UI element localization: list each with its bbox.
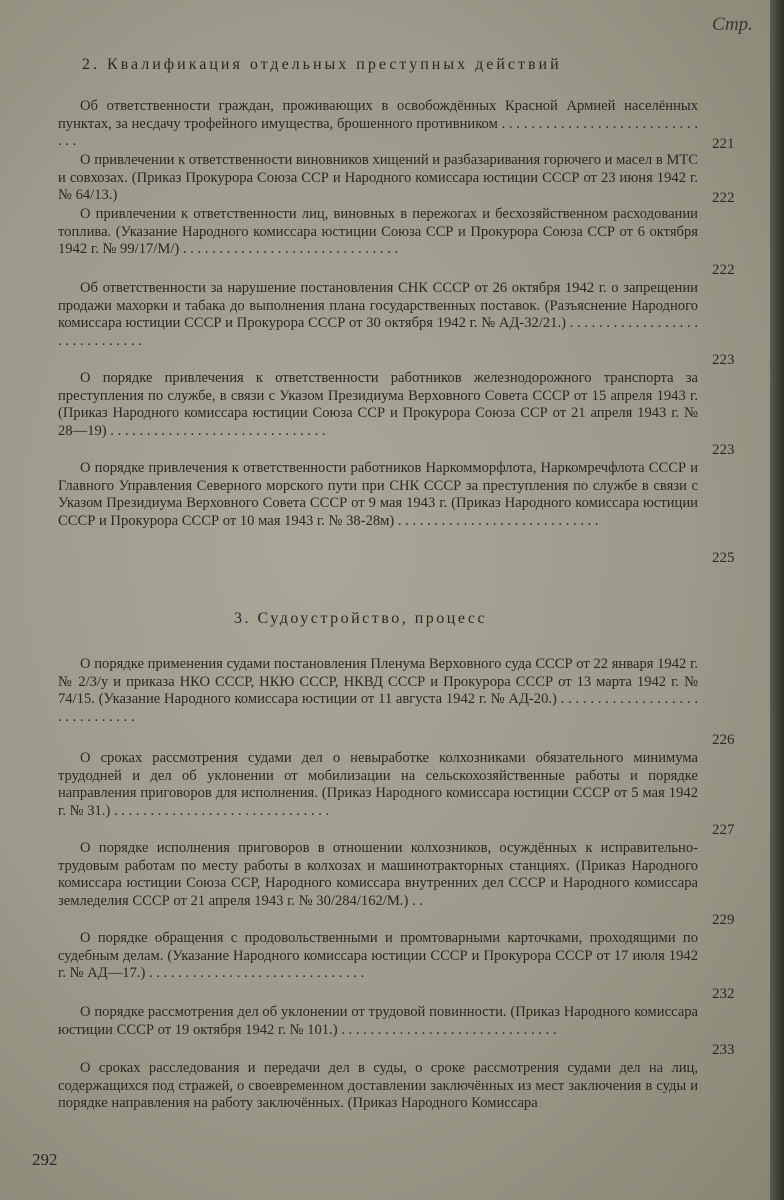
toc-entry: О порядке привлечения к ответственности работников Наркомморфлота, Наркомречфлота СССР и Главного Управления Северного морского пути при СНК СССР за преступления по службе в связи с Указом Президиума Верховного Совета СССР от 9 мая 1943 г. (Приказ Народного комиссара юстиции СССР и Прокурора СССР от 10 мая 1943 г. № 38-28м) . . . . . . . . . . . . . . . . . . . . . . . . . . . . [58, 460, 698, 529]
toc-entry: Об ответственности за нарушение постановления СНК СССР от 26 октября 1942 г. о запрещении продажи махорки и табака до выполнения плана государственных поставок. (Разъяснение Народного комиссара юстиции СССР и Прокурора СССР от 30 октября 1942 г. № АД-32/21.) . . . . . . . . . . . . . . . . . . . . . . . . . . . . . . [58, 280, 698, 349]
toc-entry: О привлечении к ответственности лиц, виновных в пережогах и бесхозяйственном расходовании топлива. (Указание Народного комиссара юстиции Союза ССР и Прокурора Союза ССР от 6 октября 1942 г. № 99/17/М/) . . . . . . . . . . . . . . . . . . . . . . . . . . . . . . [58, 206, 698, 258]
toc-entry: О порядке привлечения к ответственности работников железнодорожного транспорта за преступления по службе, в связи с Указом Президиума Верховного Совета СССР от 15 апреля 1943 г. (Приказ Народного комиссара юстиции Союза ССР и Прокурора Союза ССР от 21 апреля 1943 г. № 28—19) . . . . . . . . . . . . . . . . . . . . . . . . . . . . . . [58, 370, 698, 439]
toc-entry: Об ответственности граждан, проживающих в освобождённых Красной Армией населённых пунктах, за несдачу трофейного имущества, брошенного противником . . . . . . . . . . . . . . . . . . . . . . . . . . . . . . [58, 98, 698, 150]
toc-entry: О сроках расследования и передачи дел в суды, о сроке рассмотрения судами дел на лиц, содержащихся под стражей, о своевременном доставлении заключённых из мест заключения в суды и порядке направления на работу заключённых. (Приказ Народного Комиссара [58, 1060, 698, 1112]
page-number: 292 [32, 1150, 58, 1169]
toc-entry: О порядке применения судами постановления Пленума Верховного суда СССР от 22 января 1942 г. № 2/3/у и приказа НКО СССР, НКЮ СССР, НКВД СССР и Прокурора СССР от 13 марта 1942 г. № 74/15. (Указание Народного комиссара юстиции от 11 августа 1942 г. № АД-20.) . . . . . . . . . . . . . . . . . . . . . . . . . . . . . . [58, 656, 698, 725]
corner-note: Стр. [712, 14, 753, 35]
toc-entry: О порядке обращения с продовольственными и промтоварными карточками, проходящими по судебным делам. (Указание Народного комиссара юстиции СССР и Прокурора СССР от 17 июля 1942 г. № АД—17.) . . . . . . . . . . . . . . . . . . . . . . . . . . . . . . [58, 930, 698, 982]
toc-page-number: 225 [712, 550, 735, 566]
toc-page-number: 233 [712, 1042, 735, 1058]
toc-entry: О порядке исполнения приговоров в отношении колхозников, осуждённых к исправительно-трудовым работам по месту работы в колхозах и машинотракторных станциях. (Приказ Народного комиссара юстиции Союза ССР, Народного комиссара внутренних дел СССР и Народного комиссара земледелия СССР от 21 апреля 1943 г. № 30/284/162/М.) . . [58, 840, 698, 909]
toc-entry: О порядке рассмотрения дел об уклонении от трудовой повинности. (Приказ Народного комиссара юстиции СССР от 19 октября 1942 г. № 101.) . . . . . . . . . . . . . . . . . . . . . . . . . . . . . . [58, 1004, 698, 1038]
toc-page-number: 226 [712, 732, 735, 748]
page-edge [770, 0, 784, 1200]
toc-page-number: 227 [712, 822, 735, 838]
toc-page-number: 229 [712, 912, 735, 928]
toc-page-number: 223 [712, 442, 735, 458]
toc-entry: О привлечении к ответственности виновников хищений и разбазаривания горючего и масел в МТС и совхозах. (Приказ Прокурора Союза ССР и Народного комиссара юстиции СССР от 23 июня 1942 г. № 64/13.) [58, 152, 698, 204]
toc-entry: О сроках рассмотрения судами дел о невыработке колхозниками обязательного минимума трудодней и дел об уклонении от мобилизации на сельскохозяйственные работы и порядке направления приговоров для исполнения. (Приказ Народного комиссара юстиции СССР от 5 мая 1942 г. № 31.) . . . . . . . . . . . . . . . . . . . . . . . . . . . . . . [58, 750, 698, 819]
toc-page-number: 232 [712, 986, 735, 1002]
section-3-title: 3. Судоустройство, процесс [234, 610, 488, 627]
toc-page-number: 223 [712, 352, 735, 368]
toc-page-number: 222 [712, 190, 735, 206]
toc-page-number: 222 [712, 262, 735, 278]
toc-page-number: 221 [712, 136, 735, 152]
section-2-title: 2. Квалификация отдельных преступных действий [82, 56, 562, 73]
